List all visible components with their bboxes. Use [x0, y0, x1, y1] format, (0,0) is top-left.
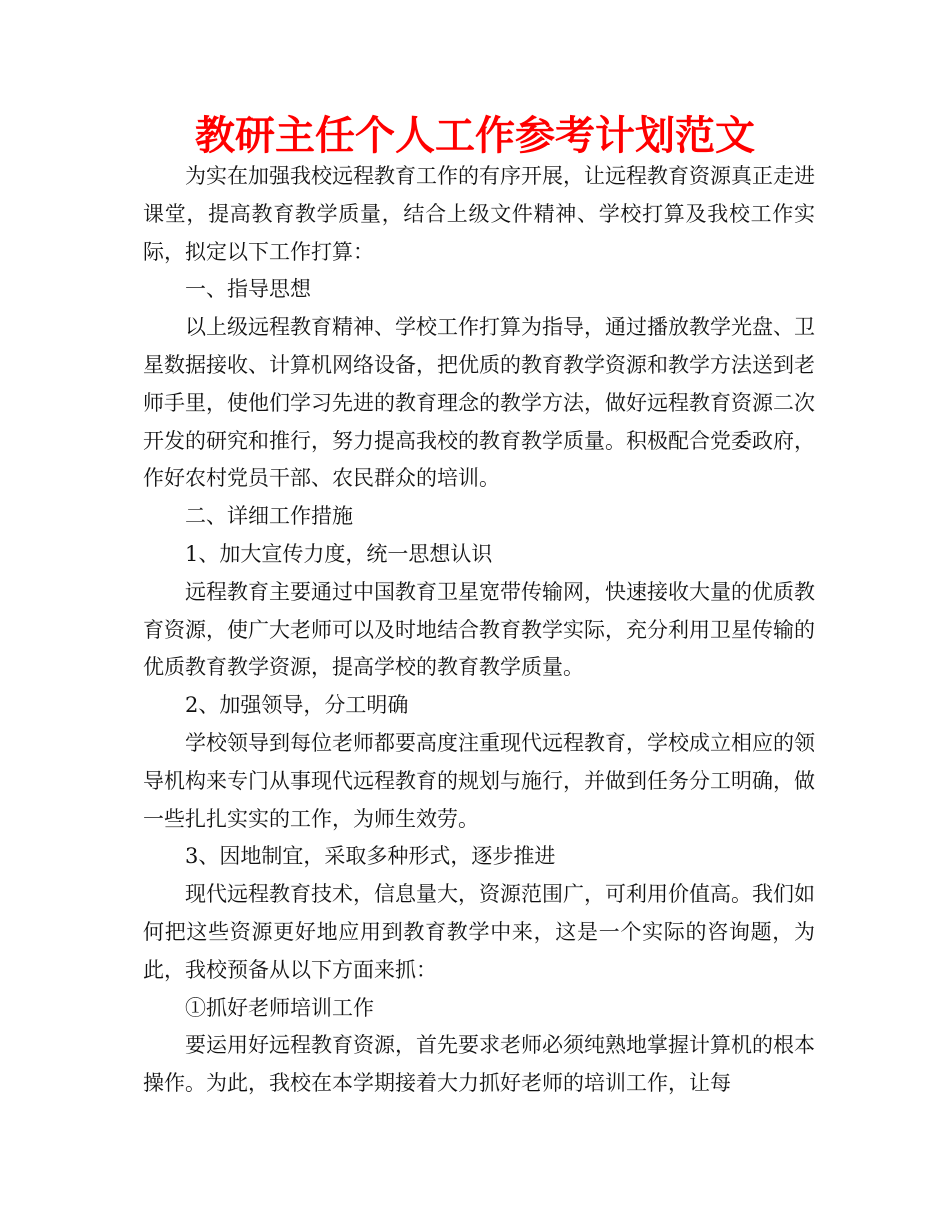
section-heading-guiding-ideology: 一、指导思想 — [185, 277, 311, 302]
document-body — [143, 158, 815, 1103]
teacher-training-paragraph: 要运用好远程教育资源，首先要求老师必须纯熟地掌握计算机的根本操作。为此，我校在本学期接着大力抓好老师的培训工作，让每 — [143, 1033, 815, 1096]
intro-paragraph: 为实在加强我校远程教育工作的有序开展，让远程教育资源真正走进课堂，提高教育教学质量，结合上级文件精神、学校打算及我校工作实际，拟定以下工作打算： — [143, 164, 815, 264]
local-conditions-paragraph: 现代远程教育技术，信息量大，资源范围广，可利用价值高。我们如何把这些资源更好地应用到教育教学中来，这是一个实际的咨询题，为此，我校预备从以下方面来抓： — [143, 882, 815, 982]
subheading-local-conditions: 3、因地制宜，采取多种形式，逐步推进 — [185, 844, 556, 869]
leadership-paragraph: 学校领导到每位老师都要高度注重现代远程教育，学校成立相应的领导机构来专门从事现代远程教育的规划与施行，并做到任务分工明确，做一些扎扎实实的工作，为师生效劳。 — [143, 730, 815, 831]
guiding-ideology-paragraph: 以上级远程教育精神、学校工作打算为指导，通过播放教学光盘、卫星数据接收、计算机网络设备，把优质的教育教学资源和教学方法送到老师手里，使他们学习先进的教育理念的教学方法，做好远程教育资源二次开发的研究和推行，努力提高我校的教育教学质量。积极配合党委政府，作好农村党员干部、农民群众的培训。 — [143, 315, 815, 491]
subheading-teacher-training: ①抓好老师培训工作 — [185, 995, 374, 1020]
subheading-publicity: 1、加大宣传力度，统一思想认识 — [185, 541, 493, 566]
document-title: 教研主任个人工作参考计划范文 — [195, 113, 755, 159]
subheading-leadership: 2、加强领导，分工明确 — [185, 693, 409, 718]
publicity-paragraph: 远程教育主要通过中国教育卫星宽带传输网，快速接收大量的优质教育资源，使广大老师可以及时地结合教育教学实际，充分利用卫星传输的优质教育教学资源，提高学校的教育教学质量。 — [143, 579, 815, 680]
section-heading-measures: 二、详细工作措施 — [185, 504, 353, 529]
